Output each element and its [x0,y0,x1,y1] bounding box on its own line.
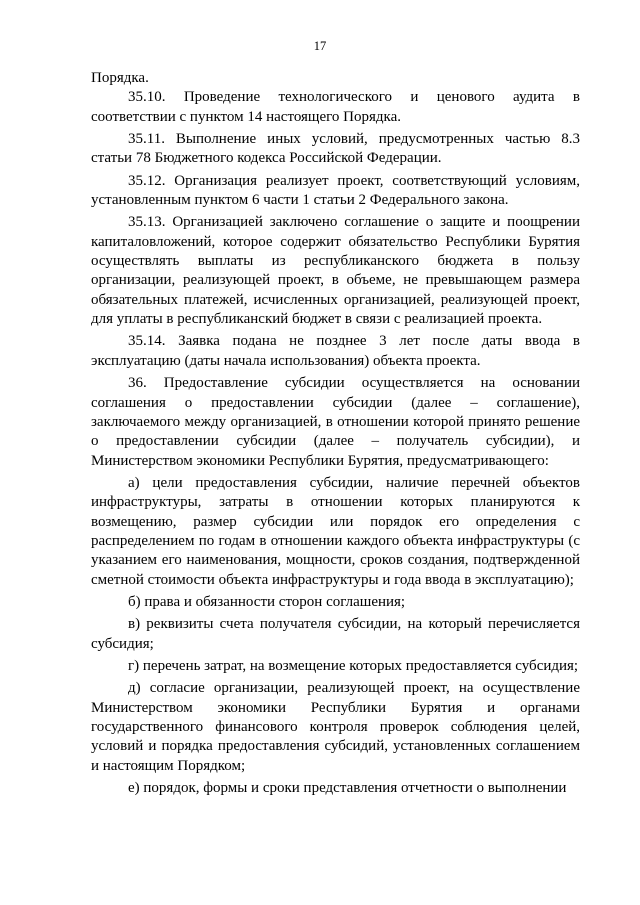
paragraph-35-13: 35.13. Организацией заключено соглашение о защите и поощрении капиталовложений, которое содержит обязательство Республики Бурятия осуществлять выплаты из республиканского бюджета в пользу организации, реализующей проект, в объеме, не превышающем размера обязательных платежей, исчисленных организацией, реализующей проект, для уплаты в республиканский бюджет в связи с реализацией проекта. [91,214,580,328]
list-item-g: г) перечень затрат, на возмещение которых предоставляется субсидия; [128,657,579,674]
page-number: 17 [313,39,327,53]
list-item-b: б) права и обязанности сторон соглашения; [128,593,406,610]
paragraph-36: 36. Предоставление субсидии осуществляется на основании соглашения о предоставлении субсидии (далее – соглашение), заключаемого между организацией, в отношении которой принято решение о предоставлении субсидии (далее – получатель субсидии), и Министерством экономики Республики Бурятия, предусматривающего: [91,375,580,469]
paragraph-35-12: 35.12. Организация реализует проект, соответствующий условиям, установленным пунктом 6 части 1 статьи 2 Федерального закона. [91,172,580,209]
list-item-d: д) согласие организации, реализующей проект, на осуществление Министерством экономики Республики Бурятия и органами государственного финансового контроля проверок соблюдения целей, условий и порядка предоставления субсидий, установленных соглашением и настоящим Порядком; [91,680,580,774]
list-item-v: в) реквизиты счета получателя субсидии, на который перечисляется субсидия; [91,616,580,652]
list-item-e: е) порядок, формы и сроки представления отчетности о выполнении [128,780,567,797]
paragraph-35-11: 35.11. Выполнение иных условий, предусмотренных частью 8.3 статьи 78 Бюджетного кодекса Российской Федерации. [91,131,580,167]
paragraph-35-10: 35.10. Проведение технологического и ценового аудита в соответствии с пунктом 14 настоящего Порядка. [91,89,580,125]
list-item-a: а) цели предоставления субсидии, наличие перечней объектов инфраструктуры, затраты в отношении которых планируются к возмещению, размер субсидии или порядок его определения с распределением по годам в отношении каждого объекта инфраструктуры (с указанием его наименования, мощности, сроков создания, подтвержденной сметной стоимости объекта инфраструктуры и года ввода в эксплуатацию); [91,474,580,588]
paragraph-continuation: Порядка. [91,70,149,86]
paragraph-35-14: 35.14. Заявка подана не позднее 3 лет после даты ввода в эксплуатацию (даты начала использования) объекта проекта. [91,333,580,369]
document-body [91,69,580,798]
